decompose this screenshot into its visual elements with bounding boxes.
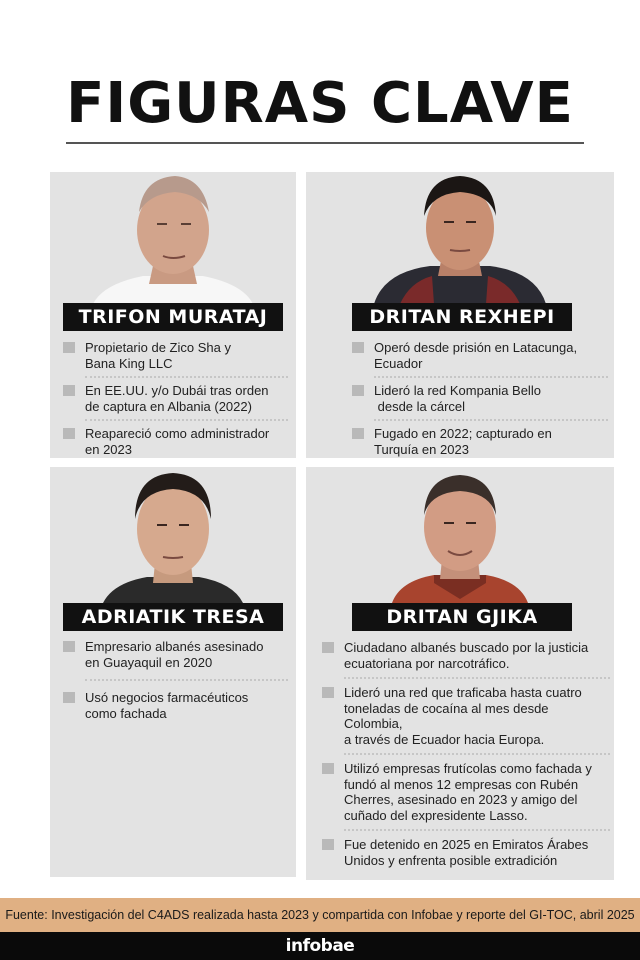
figure-card-trifon-murataj xyxy=(50,172,296,458)
list-item: Reapareció como administrador en 2023 xyxy=(63,426,288,457)
portrait-photo xyxy=(83,467,263,603)
bullet-square-icon xyxy=(63,428,75,439)
dotted-divider xyxy=(85,679,288,681)
bullet-square-icon xyxy=(352,342,364,353)
portrait-illustration xyxy=(83,467,263,603)
list-item: Empresario albanés asesinado en Guayaquil en 2020 xyxy=(63,639,288,670)
bullet-square-icon xyxy=(63,692,75,703)
bullet-square-icon xyxy=(322,642,334,653)
list-item: Utilizó empresas frutícolas como fachada y fundó al menos 12 empresas con Rubén Cherres, asesinado en 2023 y amigo del cuñado del expresidente Lasso. xyxy=(322,761,610,823)
figure-name: DRITAN REXHEPI xyxy=(352,303,572,331)
list-item: Usó negocios farmacéuticos como fachada xyxy=(63,690,288,721)
portrait-illustration xyxy=(370,172,550,304)
figure-items xyxy=(352,340,608,457)
figure-items xyxy=(63,340,288,457)
bullet-square-icon xyxy=(352,428,364,439)
list-item: Ciudadano albanés buscado por la justicia ecuatoriana por narcotráfico. xyxy=(322,640,610,671)
figure-card-adriatik-tresa xyxy=(50,467,296,877)
figure-items xyxy=(63,639,288,721)
source-note: Fuente: Investigación del C4ADS realizada hasta 2023 y compartida con Infobae y reporte del GI-TOC, abril 2025 xyxy=(0,898,640,932)
page-title: FIGURAS CLAVE xyxy=(66,71,574,136)
dotted-divider xyxy=(374,376,608,378)
list-item: En EE.UU. y/o Dubái tras orden de captura en Albania (2022) xyxy=(63,383,288,414)
brand-logo: infobae xyxy=(0,932,640,960)
bullet-square-icon xyxy=(322,839,334,850)
list-item: Propietario de Zico Sha y Bana King LLC xyxy=(63,340,288,371)
portrait-photo xyxy=(83,172,263,304)
dotted-divider xyxy=(344,829,610,831)
figure-name: TRIFON MURATAJ xyxy=(63,303,283,331)
portrait-photo xyxy=(370,467,550,603)
dotted-divider xyxy=(374,419,608,421)
title-divider xyxy=(66,142,584,144)
bullet-square-icon xyxy=(322,763,334,774)
list-item: Fue detenido en 2025 en Emiratos Árabes Unidos y enfrenta posible extradición xyxy=(322,837,610,868)
list-item: Lideró una red que traficaba hasta cuatro toneladas de cocaína al mes desde Colombia, a través de Ecuador hacia Europa. xyxy=(322,685,610,747)
bullet-square-icon xyxy=(63,641,75,652)
portrait-illustration xyxy=(370,467,550,603)
figure-card-dritan-gjika xyxy=(306,467,614,880)
figure-items xyxy=(322,640,610,868)
bullet-square-icon xyxy=(352,385,364,396)
dotted-divider xyxy=(344,753,610,755)
portrait-illustration xyxy=(83,172,263,304)
bullet-square-icon xyxy=(63,385,75,396)
figure-name: DRITAN GJIKA xyxy=(352,603,572,631)
portrait-photo xyxy=(370,172,550,304)
figure-card-dritan-rexhepi xyxy=(306,172,614,458)
list-item: Lideró la red Kompania Bello desde la cárcel xyxy=(352,383,608,414)
bullet-square-icon xyxy=(322,687,334,698)
dotted-divider xyxy=(85,376,288,378)
figure-name: ADRIATIK TRESA xyxy=(63,603,283,631)
dotted-divider xyxy=(85,419,288,421)
dotted-divider xyxy=(344,677,610,679)
bullet-square-icon xyxy=(63,342,75,353)
list-item: Fugado en 2022; capturado en Turquía en 2023 xyxy=(352,426,608,457)
list-item: Operó desde prisión en Latacunga, Ecuador xyxy=(352,340,608,371)
